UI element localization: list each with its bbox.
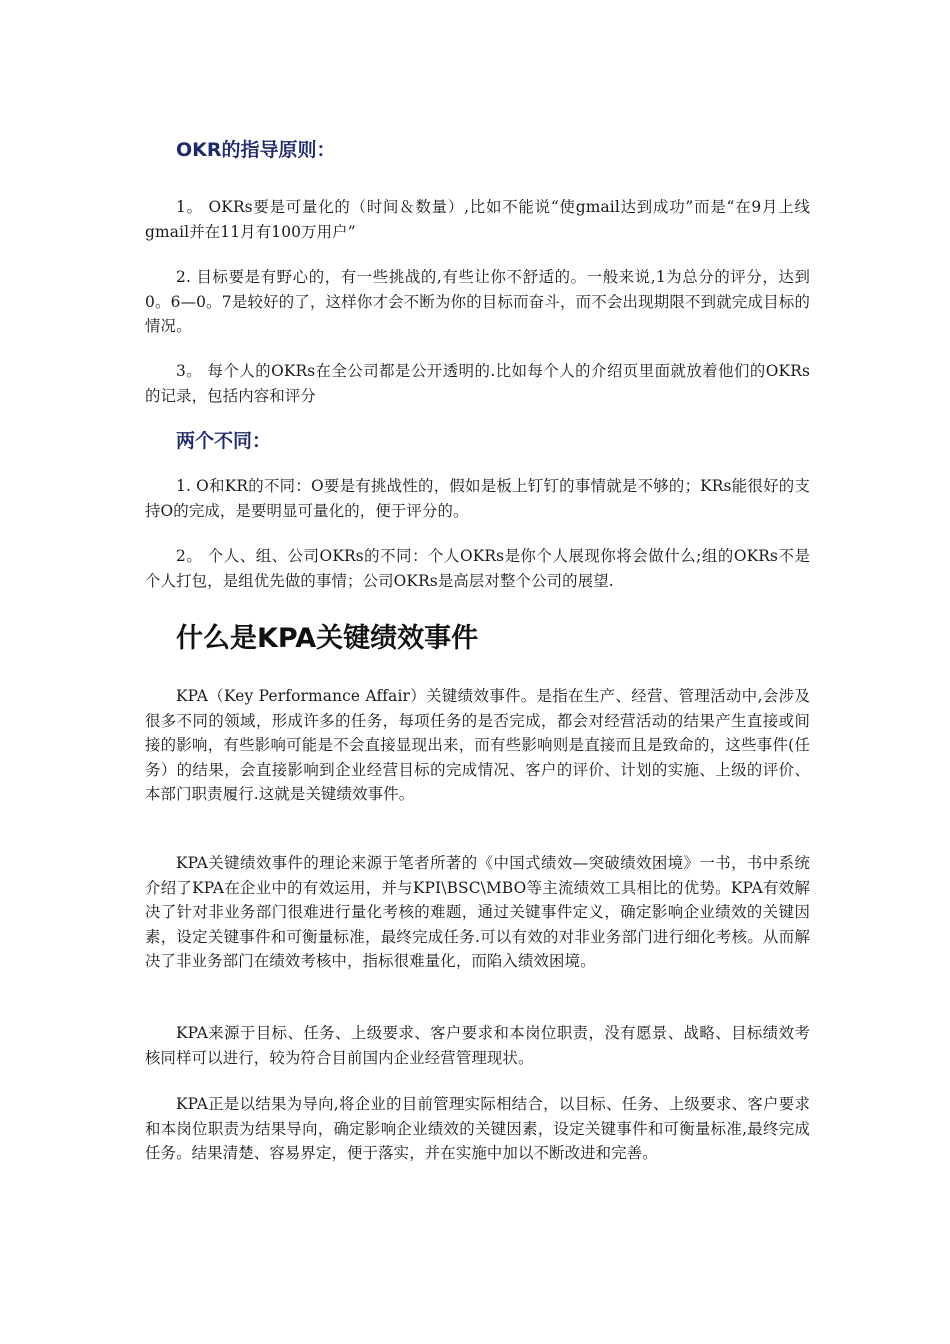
- kpa-paragraph-3: KPA来源于目标、任务、上级要求、客户要求和本岗位职责，没有愿景、战略、目标绩效考核同样可以进行，较为符合目前国内企业经营管理现状。: [145, 1024, 810, 1067]
- okr-principles-heading: OKR的指导原则：: [176, 139, 336, 161]
- kpa-paragraph-1: KPA（Key Performance Affair）关键绩效事件。是指在生产、经营、管理活动中,会涉及很多不同的领域，形成许多的任务，每项任务的是否完成，都会对经营活动的结果产生直接或间接的影响，有些影响可能是不会直接显现出来，而有些影响则是直接而且是致命的，这些事件(任务）的结果，会直接影响到企业经营目标的完成情况、客户的评价、计划的实施、上级的评价、本部门职责履行.这就是关键绩效事件。: [145, 687, 810, 803]
- kpa-paragraph-2: KPA关键绩效事件的理论来源于笔者所著的《中国式绩效—突破绩效困境》一书，书中系统介绍了KPA在企业中的有效运用，并与KPI\BSC\MBO等主流绩效工具相比的优势。KPA有效解决了针对非业务部门很难进行量化考核的难题，通过关键事件定义，确定影响企业绩效的关键因素，设定关键事件和可衡量标准，最终完成任务.可以有效的对非业务部门进行细化考核。从而解决了非业务部门在绩效考核中，指标很难量化，而陷入绩效困境。: [145, 854, 810, 970]
- okr-principle-3: 3。 每个人的OKRs在全公司都是公开透明的.比如每个人的介绍页里面就放着他们的OKRs的记录，包括内容和评分: [145, 362, 810, 405]
- kpa-heading: 什么是KPA关键绩效事件: [176, 623, 479, 654]
- two-differences-heading: 两个不同：: [176, 430, 272, 452]
- okr-principle-2: 2. 目标要是有野心的，有一些挑战的,有些让你不舒适的。一般来说,1为总分的评分，达到0。6—0。7是较好的了，这样你才会不断为你的目标而奋斗，而不会出现期限不到就完成目标的情况。: [145, 268, 810, 335]
- okr-principle-1: 1。 OKRs要是可量化的（时间＆数量）,比如不能说“使gmail达到成功”而是“在9月上线gmail并在11月有100万用户”: [145, 198, 810, 241]
- difference-2: 2。 个人、组、公司OKRs的不同：个人OKRs是你个人展现你将会做什么;组的OKRs不是个人打包，是组优先做的事情；公司OKRs是高层对整个公司的展望.: [145, 547, 810, 590]
- kpa-paragraph-4: KPA正是以结果为导向,将企业的目前管理实际相结合，以目标、任务、上级要求、客户要求和本岗位职责为结果导向，确定影响企业绩效的关键因素，设定关键事件和可衡量标准,最终完成任务。结果清楚、容易界定，便于落实，并在实施中加以不断改进和完善。: [145, 1095, 810, 1162]
- difference-1: 1. O和KR的不同：O要是有挑战性的，假如是板上钉钉的事情就是不够的；KRs能很好的支持O的完成，是要明显可量化的，便于评分的。: [145, 477, 810, 520]
